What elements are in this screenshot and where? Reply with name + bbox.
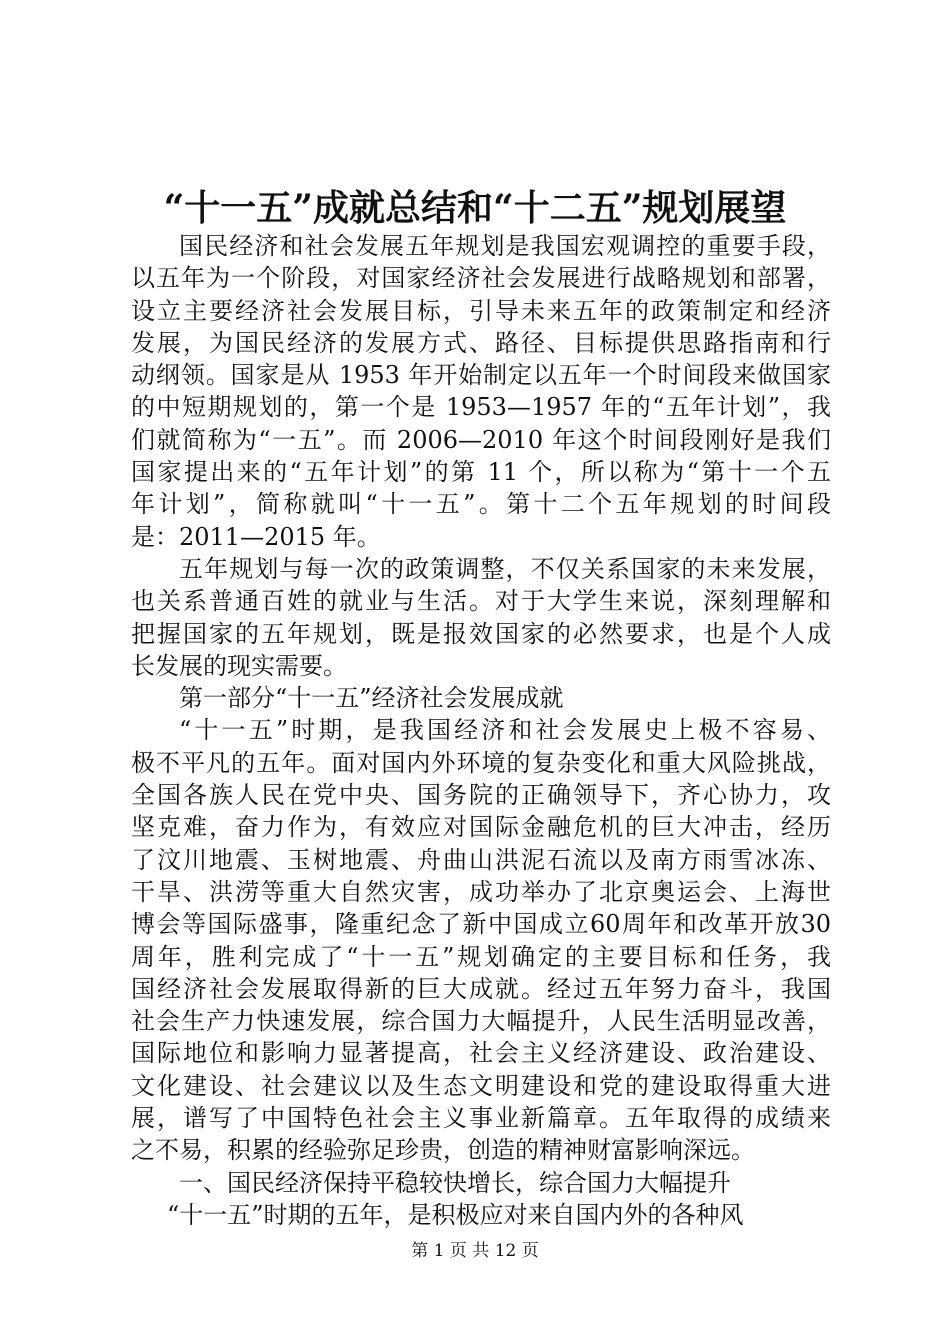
paragraph-line: 坚克难，奋力作为，有效应对国际金融危机的巨大冲击，经历 — [131, 813, 831, 842]
paragraph-line: 干旱、洪涝等重大自然灾害，成功举办了北京奥运会、上海世 — [131, 877, 831, 906]
paragraph-line: 长发展的现实需要。 — [131, 651, 347, 680]
paragraph-line: 国际地位和影响力显著提高，社会主义经济建设、政治建设、 — [131, 1039, 831, 1068]
page-footer: 第 1 页 共 12 页 — [411, 1241, 539, 1261]
paragraph-line: 了汶川地震、玉树地震、舟曲山洪泥石流以及南方雨雪冰冻、 — [131, 845, 831, 874]
paragraph-line: 们就简称为“一五”。而 2006—2010 年这个时间段刚好是我们 — [131, 425, 831, 454]
paragraph-line: 国民经济和社会发展五年规划是我国宏观调控的重要手段， — [179, 232, 831, 260]
paragraph-line: 以五年为一个阶段，对国家经济社会发展进行战略规划和部署， — [131, 264, 831, 293]
paragraph-line: 周年，胜利完成了“十一五”规划确定的主要目标和任务，我 — [131, 942, 831, 971]
paragraph-line: 设立主要经济社会发展目标，引导未来五年的政策制定和经济 — [131, 296, 831, 325]
paragraph-line: 也关系普通百姓的就业与生活。对于大学生来说，深刻理解和 — [131, 587, 831, 616]
paragraph-line: “十一五”时期的五年，是积极应对来自国内外的各种风 — [167, 1200, 744, 1229]
paragraph-line: “十一五”时期，是我国经济和社会发展史上极不容易、 — [179, 716, 831, 745]
paragraph-line: 动纲领。国家是从 1953 年开始制定以五年一个时间段来做国家 — [131, 361, 831, 390]
paragraph-line: 发展，为国民经济的发展方式、路径、目标提供思路指南和行 — [131, 328, 831, 357]
paragraph-line: 五年规划与每一次的政策调整，不仅关系国家的未来发展， — [179, 554, 831, 583]
paragraph-line: 国家提出来的“五年计划”的第 11 个，所以称为“第十一个五 — [131, 458, 831, 487]
section-heading: 第一部分“十一五”经济社会发展成就 — [179, 684, 564, 713]
paragraph-line: 年计划”，简称就叫“十一五”。第十二个五年规划的时间段 — [131, 490, 831, 519]
paragraph-line: 博会等国际盛事，隆重纪念了新中国成立60周年和改革开放30 — [131, 910, 831, 939]
paragraph-line: 文化建设、社会建议以及生态文明建设和党的建设取得重大进 — [131, 1071, 831, 1100]
section-heading: 一、国民经济保持平稳较快增长，综合国力大幅提升 — [179, 1168, 731, 1197]
document-title: “十一五”成就总结和“十二五”规划展望 — [163, 187, 787, 229]
paragraph-line: 国经济社会发展取得新的巨大成就。经过五年努力奋斗，我国 — [131, 974, 831, 1003]
paragraph-line: 展，谱写了中国特色社会主义事业新篇章。五年取得的成绩来 — [131, 1104, 831, 1133]
paragraph-line: 的中短期规划的，第一个是 1953—1957 年的“五年计划”，我 — [131, 393, 831, 422]
document-body — [131, 230, 831, 1231]
paragraph-line: 社会生产力快速发展，综合国力大幅提升，人民生活明显改善， — [131, 1007, 831, 1036]
paragraph-line: 极不平凡的五年。面对国内外环境的复杂变化和重大风险挑战， — [131, 748, 831, 777]
paragraph-line: 之不易，积累的经验弥足珍贵，创造的精神财富影响深远。 — [131, 1136, 755, 1165]
paragraph-line: 全国各族人民在党中央、国务院的正确领导下，齐心协力，攻 — [131, 781, 831, 810]
paragraph-line: 把握国家的五年规划，既是报效国家的必然要求，也是个人成 — [131, 619, 831, 648]
paragraph-line: 是：2011—2015 年。 — [131, 522, 381, 551]
